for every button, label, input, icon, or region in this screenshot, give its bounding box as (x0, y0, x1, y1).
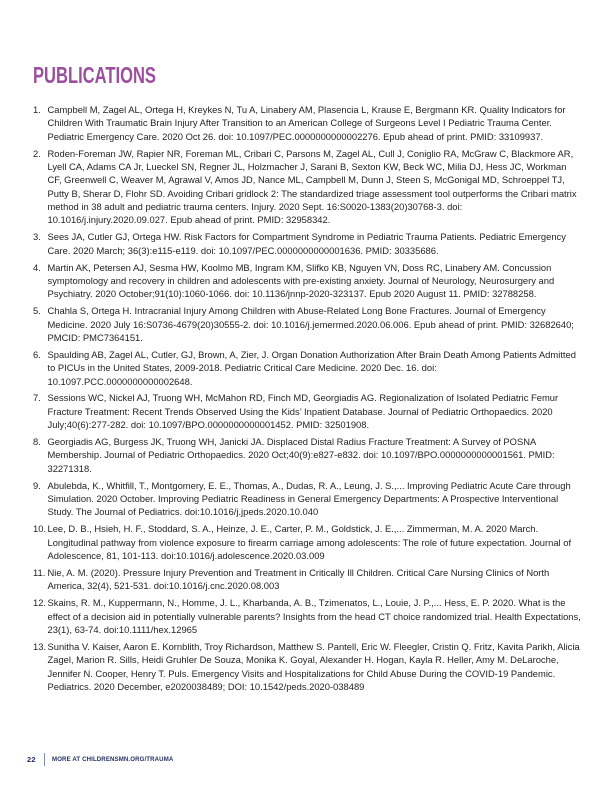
publication-item (33, 640, 582, 693)
citation-text: Martin AK, Petersen AJ, Sesma HW, Koolmo MB, Ingram KM, Slifko KB, Nguyen VN, Doss RC, Linabery AM. Concussion symptomology and recovery in children and adolescents with pre-existing anxiety. Journal of Neurology, Neurosurgery and Psychiatry. 2020 October;91(10):1060-1066. doi: 10.1136/jnnp-2020-323137. Epub 2020 August 11. PMID: 32788258. (47, 261, 555, 300)
citation-number: 11. (33, 566, 46, 578)
publication-item (33, 147, 582, 227)
citation-number: 10. (33, 523, 47, 535)
citation-number: 2. (33, 147, 41, 159)
publication-item (33, 596, 582, 636)
citation-number: 12. (33, 597, 47, 609)
citation-number: 5. (33, 305, 41, 317)
citation-number: 1. (33, 104, 41, 115)
footer-divider (44, 753, 45, 766)
citation-number: 9. (33, 479, 41, 491)
publication-list (33, 103, 582, 697)
citation-text: Roden-Foreman JW, Rapier NR, Foreman ML, Cribari C, Parsons M, Zagel AL, Cull J, Coniglio RA, McGraw C, Blackmore AR, Lyell CA, Adams CA Jr, Lueckel SN, Regner JL, Holzmacher J, Sarani B, Sexton KW, Beck WC, Milia DJ, Hess JC, Workman CF, Greenwell C, Weaver M, Agrawal V, Amos JD, Nance ML, Campbell M, Dunn J, Steen S, McGonigal MD, Schroeppel TJ, Putty B, Sherar D, Flohr SD. Avoiding Cribari gridlock 2: The standardized triage assessment tool outperforms the Cribari matrix method in 38 adult and pediatric trauma centers. Injury. 2020 Sept. 16:S0020-1383(20)30768-3. doi: 10.1016/j.injury.2020.09.027. Epub ahead of print. PMID: 32958342. (47, 147, 577, 226)
footer-site-text: MORE AT CHILDRENSMN.ORG/TRAUMA (51, 756, 174, 763)
citation-text: Abulebda, K., Whitfill, T., Montgomery, E. E., Thomas, A., Dudas, R. A., Leung, J. S.,... Improving Pediatric Acute Care through Simulation. 2020 October. Improving Pediatric Readiness in General Emergency Departments: A Prospective Interventional Study. The Journal of Pediatrics. doi:10.1016/j.jpeds.2020.10.040 (47, 479, 571, 518)
citation-number: 8. (33, 436, 41, 448)
publication-item (33, 566, 582, 593)
citation-text: Chahla S, Ortega H. Intracranial Injury Among Children with Abuse-Related Long Bone Fractures. Journal of Emergency Medicine. 2020 July 16:S0736-4679(20)30555-2. doi: 10.1016/j.jemermed.2020.06.006. Epub ahead of print. PMID: 32682640; PMCID: PMC7364151. (47, 305, 574, 343)
citation-text: Lee, D. B., Hsieh, H. F., Stoddard, S. A., Heinze, J. E., Carter, P. M., Goldstick, J. E.,... Zimmerman, M. A. 2020 March. Longitudinal pathway from violence exposure to firearm carriage among adolescents: The role of future expectation. Journal of Adolescence, 81, 101-113. doi:10.1016/j.adolescence.2020.03.009 (47, 523, 572, 561)
citation-text: Skains, R. M., Kuppermann, N., Homme, J. L., Kharbanda, A. B., Tzimenatos, L., Louie, J. P.,... Hess, E. P. 2020. What is the effect of a decision aid in potentially vulnerable parents? Insights from the head CT choice randomized trial. Health Expectations, 23(1), 63-74. doi:10.1111/hex.12965 (47, 597, 581, 635)
publication-item (33, 348, 582, 388)
citation-number: 4. (33, 261, 41, 273)
citation-text: Campbell M, Zagel AL, Ortega H, Kreykes N, Tu A, Linabery AM, Plasencia L, Krause E, Bergmann KR. Quality Indicators for Children With Traumatic Brain Injury After Transition to an American College of Surgeons Level I Pediatric Trauma Center. Pediatric Emergency Care. 2020 Oct 26. doi: 10.1097/PEC.0000000000002276. Epub ahead of print. PMID: 33109937. (47, 104, 566, 142)
citation-text: Nie, A. M. (2020). Pressure Injury Prevention and Treatment in Critically Ill Children. Critical Care Nursing Clinics of North America, 32(4), 521-531. doi:10.1016/j.cnc.2020.08.003 (47, 566, 550, 592)
publication-item (33, 261, 582, 301)
citation-number: 3. (33, 231, 41, 243)
publication-item (33, 522, 582, 562)
publication-item (33, 304, 582, 344)
citation-text: Sunitha V. Kaiser, Aaron E. Kornblith, Troy Richardson, Matthew S. Pantell, Eric W. Fleegler, Cristin Q. Fritz, Kavita Parikh, Alicia Zagel, Marion R. Sills, Heidi Gruhler De Souza, Monika K. Goyal, Alexander H. Hogan, Kayla R. Heller, Amy M. DeLaroche, Jennifer N. Cooper, Henry T. Puls. Emergency Visits and Hospitalizations for Child Abuse During the COVID-19 Pandemic. Pediatrics. 2020 December, e2020038489; DOI: 10.1542/peds.2020-038489 (47, 640, 580, 692)
citation-number: 7. (33, 392, 41, 404)
publication-item (33, 479, 582, 519)
citation-text: Sees JA, Cutler GJ, Ortega HW. Risk Factors for Compartment Syndrome in Pediatric Trauma Patients. Pediatric Emergency Care. 2020 March; 36(3):e115-e119. doi: 10.1097/PEC.0000000000001636. PMID: 30335686. (47, 231, 566, 256)
page-footer (27, 753, 184, 766)
citation-text: Sessions WC, Nickel AJ, Truong WH, McMahon RD, Finch MD, Georgiadis AG. Regionalization of Isolated Pediatric Femur Fracture Treatment: Recent Trends Observed Using the Kids’ Inpatient Database. Journal of Pediatric Orthopaedics. 2020 July;40(6):277-282. doi: 10.1097/BPO.0000000000001452. PMID: 32501908. (47, 392, 559, 431)
citation-text: Georgiadis AG, Burgess JK, Truong WH, Janicki JA. Displaced Distal Radius Fracture Treatment: A Survey of POSNA Membership. Journal of Pediatric Orthopaedics. 2020 Oct;40(9):e827-e832. doi: 10.1097/BPO.0000000000001561. PMID: 32271318. (47, 436, 555, 474)
publication-item (33, 230, 582, 257)
citation-number: 13. (33, 640, 47, 652)
footer-page-number: 22 (27, 755, 36, 764)
publication-item (33, 435, 582, 475)
citation-number: 6. (33, 348, 41, 360)
page-title: PUBLICATIONS (33, 62, 156, 88)
publication-item (33, 103, 582, 143)
citation-text: Spaulding AB, Zagel AL, Cutler, GJ, Brown, A, Zier, J. Organ Donation Authorization After Brain Death Among Patients Admitted to PICUs in the United States, 2009-2018. Pediatric Critical Care Medicine. 2020 Dec. 16. doi: 10.1097.PCC.0000000000002648. (47, 348, 576, 387)
publication-item (33, 391, 582, 431)
